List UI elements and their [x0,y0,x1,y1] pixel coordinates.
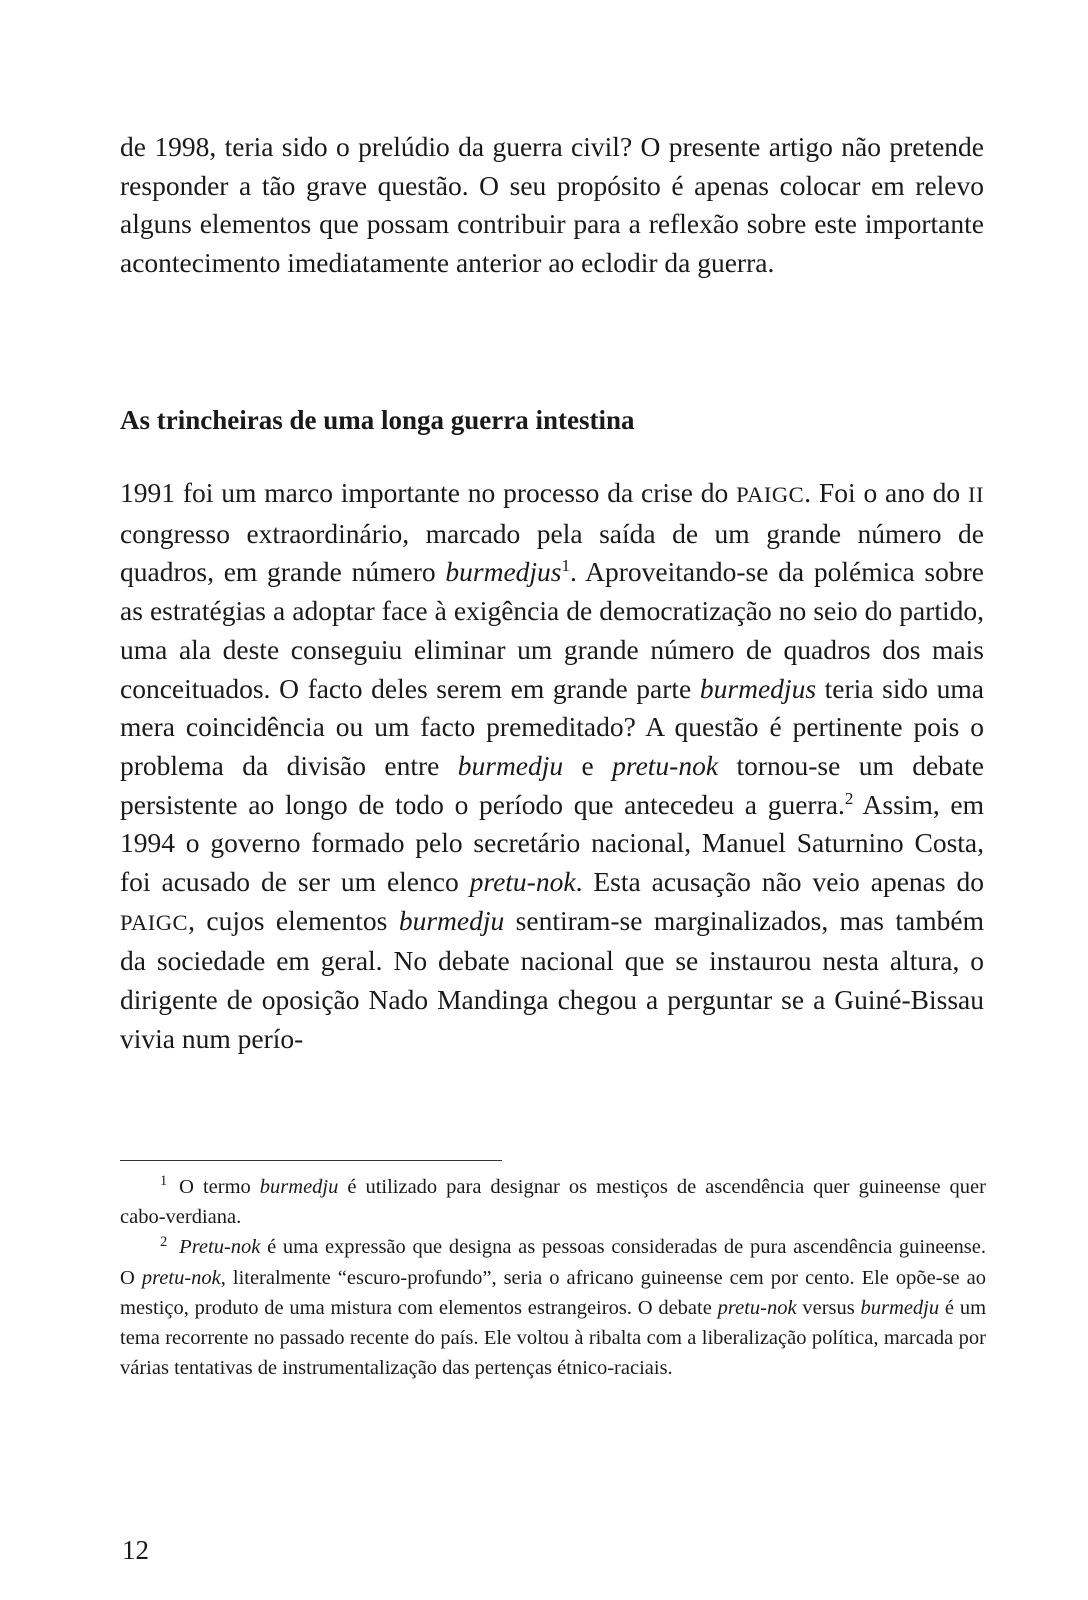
term-burmedjus: burmedjus [445,556,562,588]
body-paragraph [120,474,984,1059]
body-text-run: 1991 foi um marco importante no processo da crise do [120,477,737,508]
intro-paragraph [120,128,984,283]
term-pretu-nok: pretu-nok [141,1266,221,1289]
acronym-paigc: PAIGC [120,909,189,935]
footnote-2 [120,1232,986,1383]
body-text-run: . Foi o ano do [804,477,968,508]
body-text-run: tornou-se um debate persistente ao longo de todo o período que antecedeu a guerra. [120,749,984,820]
term-burmedju: burmedju [457,749,564,781]
footnote-text-run: versus [796,1296,861,1319]
body-text [120,474,984,1059]
footnote-text-run: é um tema recorrente no passado recente do país. Ele voltou à ribalta com a liberalização política, marcada por várias tentativas de instrumentalização das pertenças étnico-raciais. [120,1296,987,1380]
body-text-run: Assim, em 1994 o governo formado pelo secretário nacional, Manuel Saturnino Costa, foi acusado de ser um elenco [120,788,985,898]
footnote-text-run: , literalmente “escuro-profundo”, seria o africano guineense cem por cento. Ele opõe-se ao mestiço, produto de uma mistura com elementos estrangeiros. O debate [120,1266,987,1319]
body-text-run: e [563,749,613,781]
footnote-text-run: é uma expressão que designa as pessoas consideradas de pura ascendência guineense. O [120,1236,986,1289]
intro-text: de 1998, teria sido o prelúdio da guerra civil? O presente artigo não pretende responder a tão grave questão. O seu propósito é apenas colocar em relevo alguns elementos que possam contribuir para a reflexão sobre este importante acontecimento imediatamente anterior ao eclodir da guerra. [120,131,984,279]
term-burmedju: burmedju [259,1176,339,1198]
body-text-run: congresso extraordinário, marcado pela saída de um grande número de quadros, em grande número [120,517,984,588]
footnote-number: 2 [160,1233,168,1250]
roman-numeral: II [967,482,984,507]
body-text-run: , cujos elementos [188,904,399,936]
footnote-text-run: O termo [179,1176,260,1198]
footnote-ref-2: 2 [844,788,854,808]
term-burmedju: burmedju [398,904,505,936]
footnote-text-run: é utilizado para designar os mestiços de ascendência quer guineense quer cabo-verdiana. [120,1176,986,1229]
body-text-run: teria sido uma mera coincidência ou um facto premeditado? A questão é pertinente pois o problema da divisão entre [120,672,984,781]
term-pretu-nok: pretu-nok [612,749,719,781]
section-heading: As trincheiras de uma longa guerra intestina [120,405,635,435]
body-text-run: . Aproveitando-se da polémica sobre as estratégias a adoptar face à exigência de democratização no seio do partido, uma ala deste conseguiu eliminar um grande número de quadros dos mais conceituados. O facto deles serem em grande parte [120,556,984,704]
term-burmedjus: burmedjus [699,672,817,704]
term-pretu-nok: pretu-nok [717,1296,797,1319]
term-pretu-nok: pretu-nok [469,866,576,898]
body-text-run: . Esta acusação não veio apenas do [575,866,984,898]
body-text-run: sentiram-se marginalizados, mas também da sociedade em geral. No debate nacional que se instaurou nesta altura, o dirigente de oposição Nado Mandinga chegou a perguntar se a Guiné-Bissau vivia num perío- [120,904,985,1054]
footnote-divider [120,1160,502,1161]
page-number: 12 [122,1535,149,1565]
acronym-paigc: PAIGC [736,482,805,507]
footnote-1 [120,1172,986,1232]
footnote-number: 1 [160,1173,168,1190]
term-pretu-nok: Pretu-nok [179,1236,261,1259]
term-burmedju: burmedju [860,1296,940,1319]
footnote-ref-1: 1 [561,556,571,576]
footnotes [120,1172,986,1383]
